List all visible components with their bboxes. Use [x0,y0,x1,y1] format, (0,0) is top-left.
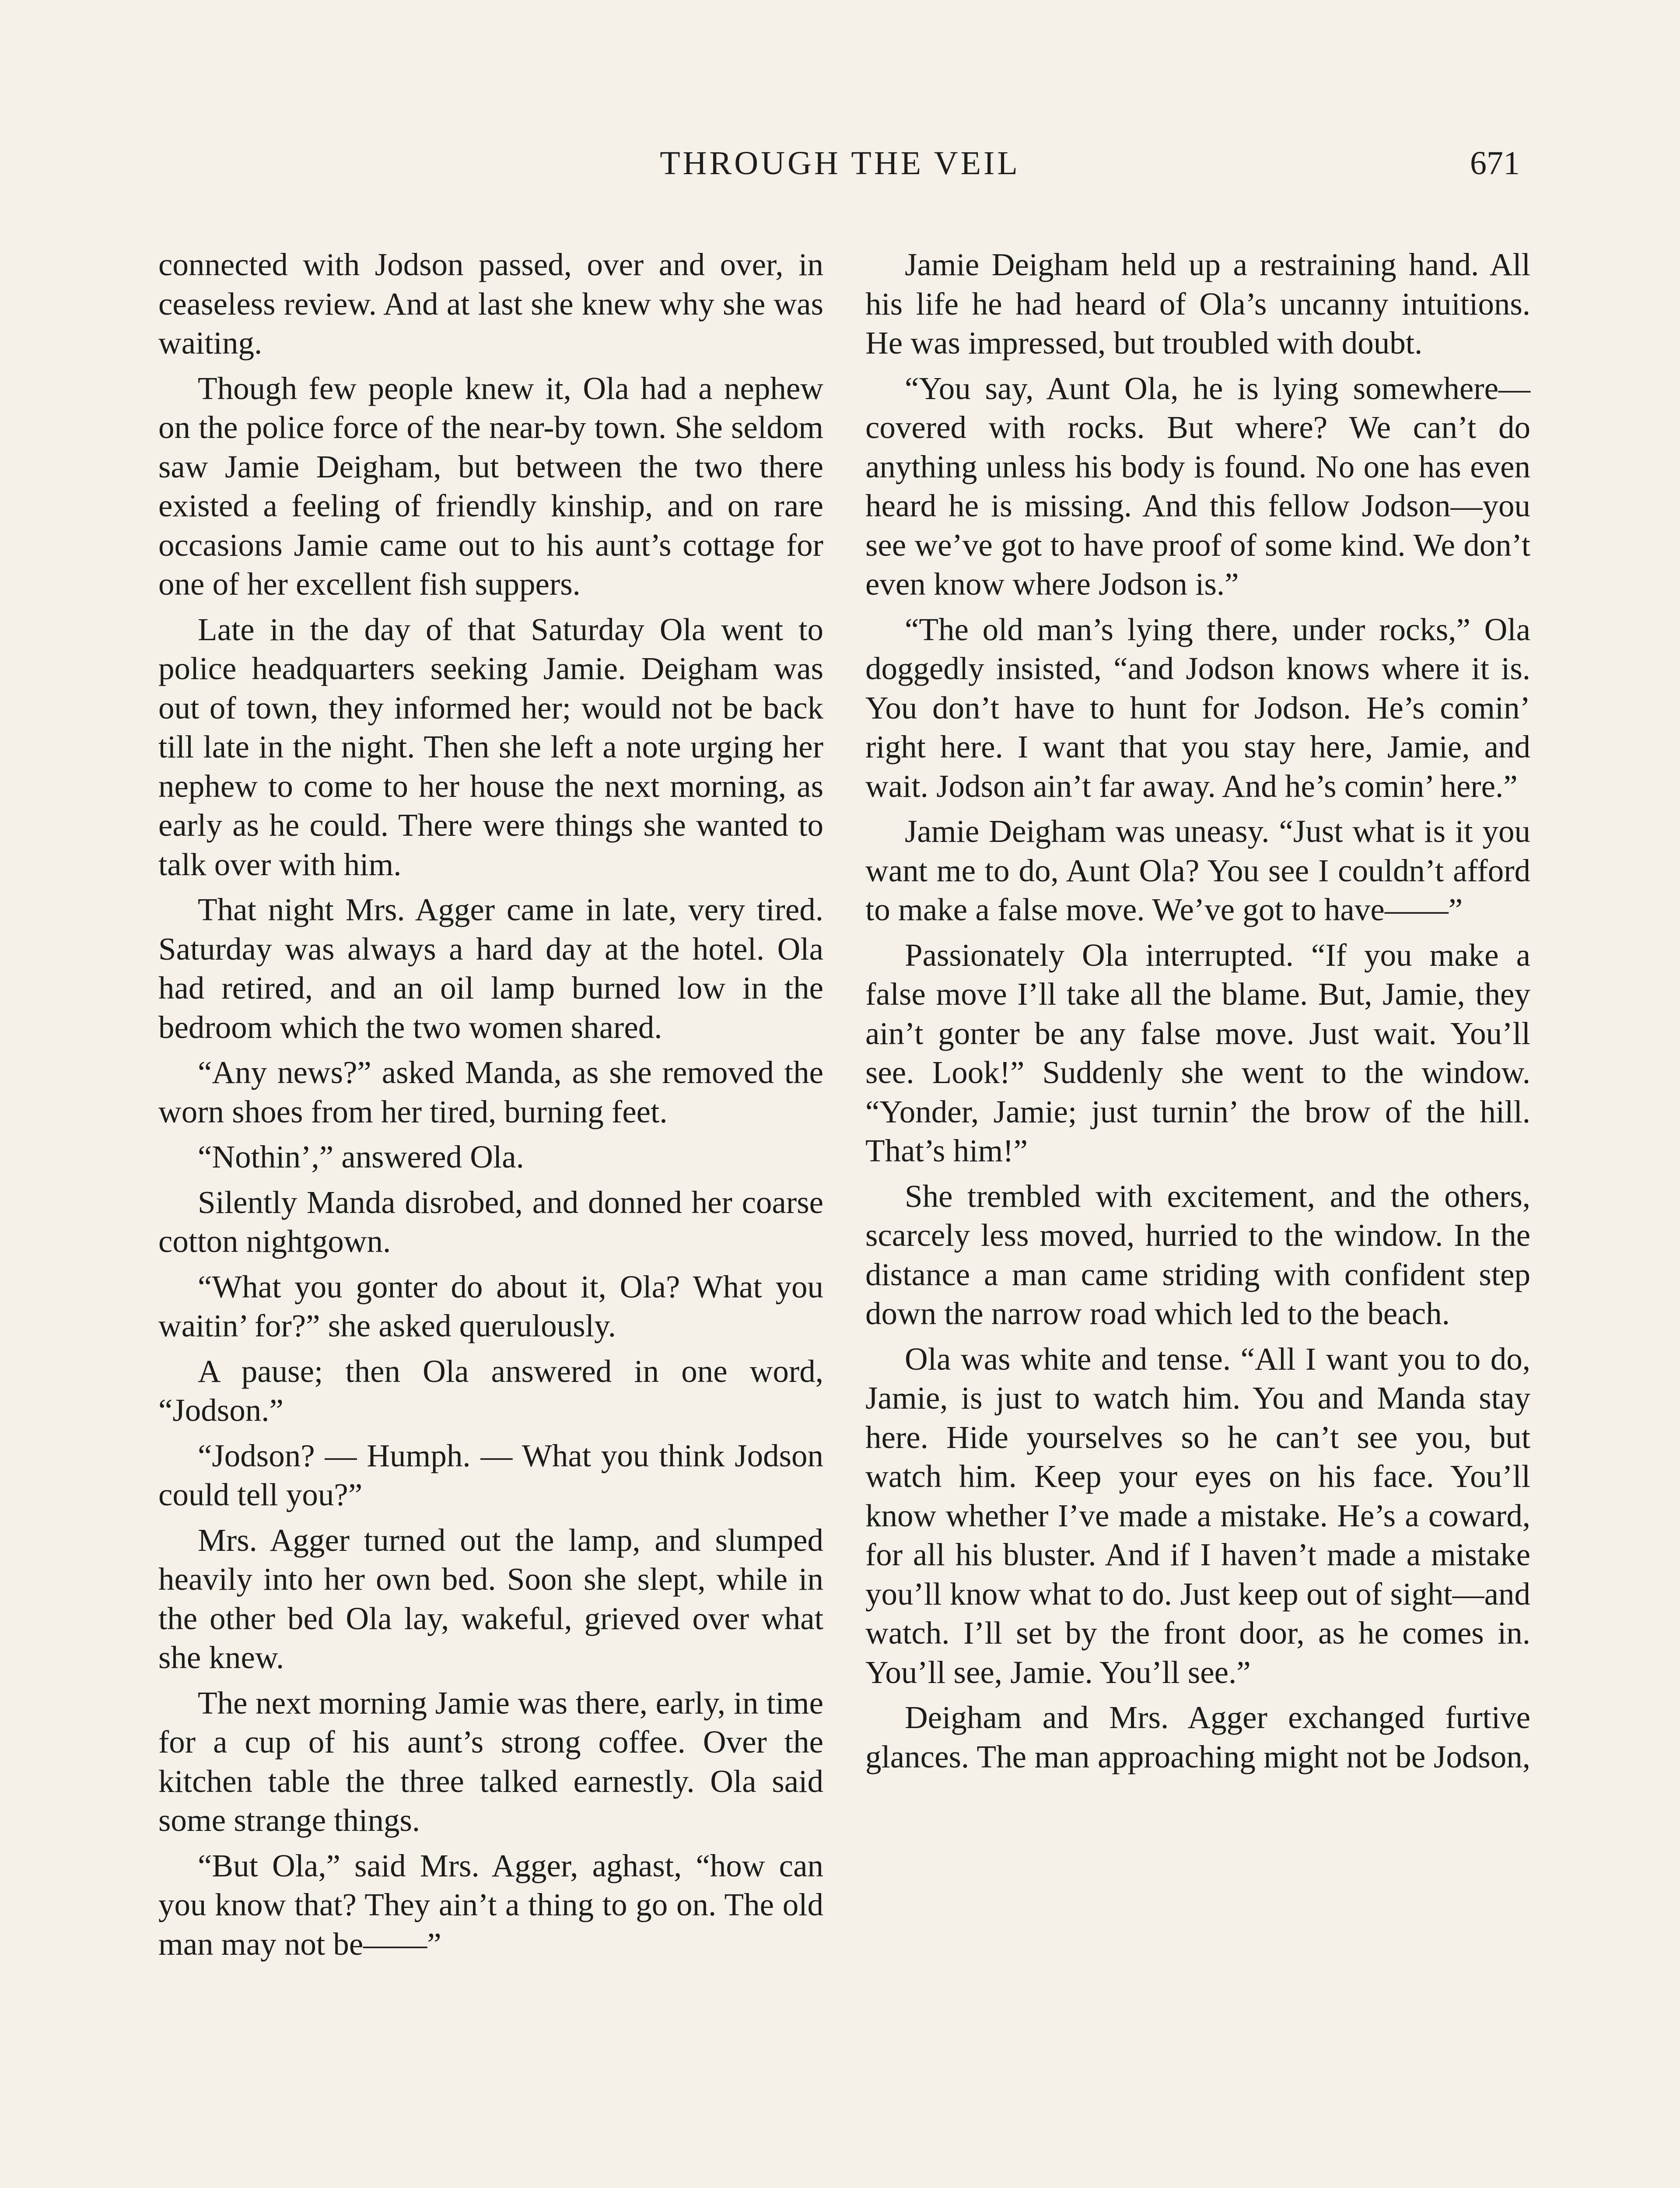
paragraph: Jamie Deigham was uneasy. “Just what is it you want me to do, Aunt Ola? You see I couldn’t afford to make a false move. We’ve got to have——” [865,813,1530,927]
paragraph: “Jodson? — Humph. — What you think Jodson could tell you?” [158,1438,823,1512]
running-head [0,144,1680,197]
paragraph: “The old man’s lying there, under rocks,” Ola doggedly insisted, “and Jodson knows where it is. You don’t have to hunt for Jodson. He’s comin’ right here. I want that you stay here, Jamie, and wait. Jodson ain’t far away. And he’s comin’ here.” [865,611,1530,804]
paragraph: Late in the day of that Saturday Ola went to police headquarters seeking Jamie. Deigham was out of town, they informed her; would not be back till late in the night. Then she left a note urging her nephew to come to her house the next morning, as early as he could. There were things she wanted to talk over with him. [158,611,823,882]
paragraph: Though few people knew it, Ola had a nephew on the police force of the near-by town. She seldom saw Jamie Deigham, but between the two there existed a feeling of friendly kinship, and on rare occasions Jamie came out to his aunt’s cottage for one of her excellent fish suppers. [158,370,823,602]
paragraph: That night Mrs. Agger came in late, very tired. Saturday was always a hard day at the hotel. Ola had retired, and an oil lamp burned low in the bedroom which the two women shared. [158,892,823,1045]
page-number: 671 [1470,145,1520,182]
paragraph: Passionately Ola interrupted. “If you make a false move I’ll take all the blame. But, Jamie, they ain’t gonter be any false move. Just wait. You’ll see. Look!” Suddenly she went to the window. “Yonder, Jamie; just turnin’ the brow of the hill. That’s him!” [865,937,1530,1168]
paragraph: Ola was white and tense. “All I want you to do, Jamie, is just to watch him. You and Manda stay here. Hide yourselves so he can’t see you, but watch him. Keep your eyes on his face. You’ll know whether I’ve made a mistake. He’s a coward, for all his bluster. And if I haven’t made a mistake you’ll know what to do. Just keep out of sight—and watch. I’ll set by the front door, as he comes in. You’ll see, Jamie. You’ll see.” [865,1341,1530,1690]
paragraph: “Nothin’,” answered Ola. [198,1139,524,1175]
paragraph: Mrs. Agger turned out the lamp, and slumped heavily into her own bed. Soon she slept, while in the other bed Ola lay, wakeful, grieved over what she knew. [158,1522,823,1675]
paragraph: Deigham and Mrs. Agger exchanged furtive glances. The man approaching might not be Jodson, [865,1700,1530,1774]
right-column [865,245,1530,1782]
paragraph: “But Ola,” said Mrs. Agger, aghast, “how can you know that? They ain’t a thing to go on. The old man may not be——” [158,1848,823,1962]
paragraph: She trembled with excitement, and the others, scarcely less moved, hurried to the window. In the distance a man came striding with confident step down the narrow road which led to the beach. [865,1178,1530,1331]
left-column [158,245,823,1970]
paragraph: Jamie Deigham held up a restraining hand. All his life he had heard of Ola’s uncanny intuitions. He was impressed, but troubled with doubt. [865,247,1530,361]
paragraph: “What you gonter do about it, Ola? What you waitin’ for?” she asked querulously. [158,1269,823,1343]
paragraph: “Any news?” asked Manda, as she removed the worn shoes from her tired, burning feet. [158,1055,823,1129]
page-title: THROUGH THE VEIL [660,145,1020,182]
paragraph: “You say, Aunt Ola, he is lying somewhere—covered with rocks. But where? We can’t do anything unless his body is found. No one has even heard he is missing. And this fellow Jodson—you see we’ve got to have proof of some kind. We don’t even know where Jodson is.” [865,370,1530,602]
paragraph: The next morning Jamie was there, early, in time for a cup of his aunt’s strong coffee. Over the kitchen table the three talked earnestly. Ola said some strange things. [158,1685,823,1838]
paragraph: Silently Manda disrobed, and donned her coarse cotton nightgown. [158,1184,823,1259]
paragraph: connected with Jodson passed, over and over, in ceaseless review. And at last she knew why she was waiting. [158,247,823,361]
paragraph: A pause; then Ola answered in one word, “Jodson.” [158,1353,823,1428]
